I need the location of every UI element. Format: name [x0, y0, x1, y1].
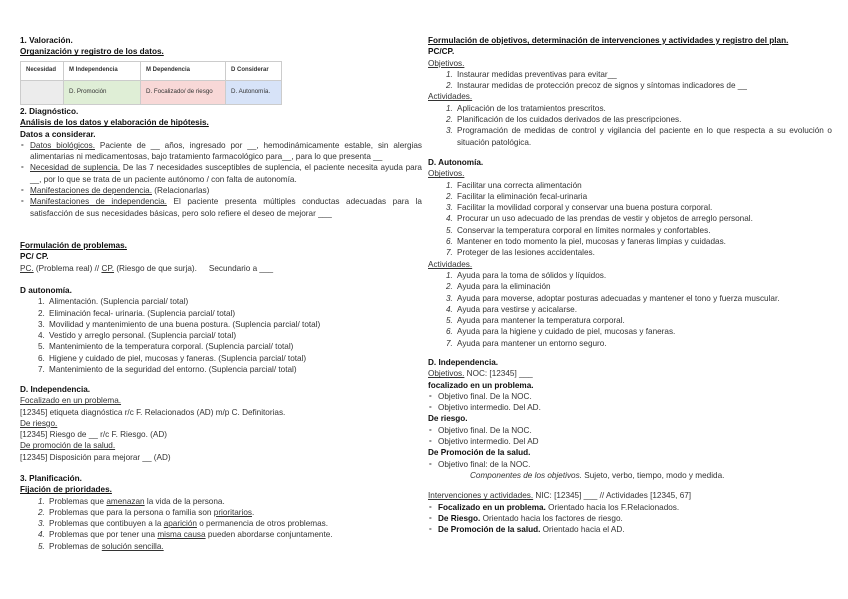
cp-label: CP.: [101, 263, 115, 273]
table-header: Necesidad: [21, 61, 64, 80]
item-text: Ayuda para mantener un entorno seguro.: [457, 338, 607, 348]
item-text: Problemas que: [49, 496, 107, 506]
autonomia-objetivos-section: [428, 157, 832, 349]
section-title: D. Autonomía.: [428, 158, 484, 167]
section-subtitle: Fijación de prioridades.: [20, 485, 112, 495]
item-text: Mantener en todo momento la piel, mucosas y faneras limpias y cuidadas.: [457, 237, 726, 247]
subheading: De riesgo.: [428, 414, 468, 424]
section-title: 1. Valoración.: [20, 36, 73, 45]
item-text: Facilitar una correcta alimentación: [457, 180, 582, 190]
list-item: 7. Proteger de las lesiones accidentales.: [446, 248, 595, 258]
subheading: De promoción de la salud.: [20, 441, 116, 451]
list-item: - Objetivo final. De la NOC.: [428, 425, 832, 436]
item-text: Orientado hacia los factores de riesgo.: [480, 513, 623, 523]
item-text: Instaurar medidas de protección precoz de signos y síntomas indicadores de __: [457, 81, 747, 91]
section-title: Formulación de objetivos, determinación de intervenciones y actividades y registro del plan.: [428, 36, 789, 45]
cp-text: (Riesgo de que surja).: [114, 263, 197, 273]
componentes-label: Componentes de los objetivos.: [470, 470, 582, 480]
list-item: 5. Mantenimiento de la temperatura corporal. (Suplencia parcial/ total): [38, 342, 294, 352]
list-item: 3. Problemas que contibuyen a la aparición o permanencia de otros problemas.: [38, 519, 329, 529]
objetivos-list: [428, 69, 832, 92]
item-text: Facilitar la movilidad corporal y conservar una buena postura corporal.: [457, 203, 713, 213]
list-item: [428, 502, 832, 513]
list-item: 5. Problemas de solución sencilla.: [38, 541, 164, 551]
subheading: Actividades.: [428, 259, 473, 269]
list-item: 1. Instaurar medidas preventivas para evitar__: [446, 69, 617, 79]
section-title: D. Independencia.: [20, 385, 91, 394]
item-text: Eliminación fecal- urinaria. (Suplencia parcial/ total): [49, 308, 236, 318]
item-text: Mantenimiento de la temperatura corporal. (Suplencia parcial/ total): [49, 342, 294, 352]
list-item: 1. Ayuda para la toma de sólidos y líquidos.: [446, 270, 607, 280]
subheading: De Promoción de la salud.: [428, 448, 531, 458]
needs-table: [20, 61, 282, 105]
text-line: [12345] Riesgo de __ r/c F. Riesgo. (AD): [20, 430, 167, 440]
item-text: El paciente presenta múltiples conductas adecuadas para la satisfacción de sus necesidades básicas, pero solo refiere el deseo de mejorar ___: [30, 197, 422, 218]
item-lead: Necesidad de suplencia.: [30, 163, 121, 173]
formulacion-problemas-section: [20, 240, 422, 274]
list-item: 1. Aplicación de los tratamientos prescritos.: [446, 103, 606, 113]
item-emphasis: misma causa: [157, 530, 206, 540]
item-text: Mantenimiento de la seguridad del entorno. (Suplencia parcial/ total): [49, 365, 297, 375]
item-text: Planificación de los cuidados derivados de las prescripciones.: [457, 115, 682, 125]
table-cell-promocion: D. Promoción: [64, 80, 141, 104]
item-text: Instaurar medidas preventivas para evitar__: [457, 69, 617, 79]
subheading: PC/CP.: [428, 47, 455, 57]
item-emphasis: aparición: [163, 519, 197, 529]
actividades-list: [428, 270, 832, 349]
item-text: Ayuda para la toma de sólidos y líquidos.: [457, 270, 607, 280]
item-text: Alimentación. (Suplencia parcial/ total): [49, 297, 189, 307]
section-title: D. Independencia.: [428, 358, 499, 367]
item-lead: Manifestaciones de dependencia.: [30, 186, 152, 196]
section-subtitle: Análisis de los datos y elaboración de hipótesis.: [20, 118, 209, 128]
item-text: Problemas que para la persona o familia son: [49, 507, 214, 517]
list-item: 3. Movilidad y mantenimiento de una buena postura. (Suplencia parcial/ total): [38, 319, 321, 329]
objetivos-label: Objetivos.: [428, 369, 465, 379]
table-header: M Dependencia: [141, 61, 226, 80]
table-header: D Considerar: [226, 61, 282, 80]
item-text: Orientado hacia los F.Relacionados.: [545, 502, 680, 512]
list-item: [20, 140, 422, 163]
independencia-objetivos-section: [428, 357, 832, 535]
item-text: Paciente de __ años, ingresado por __, hemodinámicamente estable, sin alergias alimentarias ni medicamentosas, bajo tratamiento farmacológico para__, para lo que presenta __: [30, 140, 422, 162]
autonomia-list: [20, 296, 422, 375]
section-subtitle: Organización y registro de los datos.: [20, 47, 164, 57]
list-item: 5. Conservar la temperatura corporal en límites normales y confortables.: [446, 225, 711, 235]
pc-cp-line: [20, 263, 422, 274]
list-item: 6. Ayuda para la higiene y cuidado de piel, mucosas y faneras.: [446, 327, 676, 337]
item-emphasis: solución sencilla.: [101, 541, 164, 551]
table-cell-autonomia: D. Autonomía.: [226, 80, 282, 104]
item-lead: De Riesgo.: [438, 513, 481, 523]
item-emphasis: prioritarios: [213, 507, 252, 517]
subheading: Actividades.: [428, 92, 473, 102]
list-item: 3. Ayuda para moverse, adoptar posturas adecuadas y mantener el tono y fuerza muscular.: [446, 293, 780, 303]
list-item: 4. Problemas que por tener una misma causa pueden abordarse conjuntamente.: [38, 530, 333, 540]
list-item: 7. Mantenimiento de la seguridad del entorno. (Suplencia parcial/ total): [38, 365, 297, 375]
nic-line: [428, 490, 832, 501]
secundario-text: Secundario a ___: [208, 263, 274, 273]
list-item: 4. Ayuda para vestirse y acicalarse.: [446, 304, 577, 314]
list-item: [20, 162, 422, 185]
list-item: 6. Mantener en todo momento la piel, mucosas y faneras limpias y cuidadas.: [446, 237, 726, 247]
list-item: 2. Problemas que para la persona o familia son prioritarios.: [38, 507, 255, 517]
list-item: 2. Eliminación fecal- urinaria. (Suplencia parcial/ total): [38, 308, 236, 318]
item-text: De las 7 necesidades susceptibles de suplencia, el paciente necesita ayuda para __, por lo que se trata de un paciente autónomo / con falta de autonomía.: [30, 163, 422, 184]
objetivos-list: [428, 180, 832, 259]
priorities-list: [20, 496, 422, 552]
item-text: Procurar un uso adecuado de las prendas de vestir y objetos de arreglo personal.: [457, 214, 753, 224]
text-line: [12345] Disposición para mejorar __ (AD): [20, 452, 171, 462]
list-item: 2. Ayuda para la eliminación: [446, 282, 551, 292]
list-item: 1. Facilitar una correcta alimentación: [446, 180, 582, 190]
list-item: 7. Ayuda para mantener un entorno seguro.: [446, 338, 607, 348]
subheading: De riesgo.: [20, 418, 58, 428]
item-text: Ayuda para la eliminación: [457, 282, 551, 292]
item-lead: De Promoción de la salud.: [438, 525, 541, 535]
section-title: Formulación de problemas.: [20, 241, 127, 250]
table-cell-focalizado: D. Focalizado/ de riesgo: [141, 80, 226, 104]
table-cell: [21, 80, 64, 104]
subheading: focalizado en un problema.: [428, 380, 534, 390]
item-text: Higiene y cuidado de piel, mucosas y faneras. (Suplencia parcial/ total): [49, 353, 307, 363]
list-item: 3. Programación de medidas de control y vigilancia del paciente en lo que respecta a su evolución o situación patológica.: [446, 126, 832, 147]
item-lead: Manifestaciones de independencia.: [30, 197, 167, 207]
list-item: - Objetivo intermedio. Del AD.: [428, 402, 832, 413]
planificacion-section: [20, 473, 422, 552]
list-item: 1. Alimentación. (Suplencia parcial/ total): [38, 297, 189, 307]
item-text: Problemas que contibuyen a la: [49, 519, 164, 529]
item-lead: Focalizado en un problema.: [438, 502, 546, 512]
formulacion-objetivos-section: [428, 35, 832, 148]
list-item: [428, 513, 832, 524]
componentes-line: [428, 470, 832, 481]
item-text: Movilidad y mantenimiento de una buena postura. (Suplencia parcial/ total): [49, 319, 321, 329]
list-item: 2. Facilitar la eliminación fecal-urinaria: [446, 191, 588, 201]
list-item: 5. Ayuda para mantener la temperatura corporal.: [446, 316, 625, 326]
item-text: Vestido y arreglo personal. (Suplencia parcial/ total): [49, 331, 237, 341]
section-title: D autonomía.: [20, 286, 72, 295]
item-text: Ayuda para la higiene y cuidado de piel, mucosas y faneras.: [457, 327, 676, 337]
item-text: pueden abordarse conjuntamente.: [205, 530, 333, 540]
section-title: 2. Diagnóstico.: [20, 107, 79, 116]
item-text: (Relacionarlas): [152, 186, 210, 196]
list-item: [428, 524, 832, 535]
item-text: Facilitar la eliminación fecal-urinaria: [457, 191, 588, 201]
item-text: Ayuda para moverse, adoptar posturas adecuadas y mantener el tono y fuerza muscular.: [457, 293, 780, 303]
independencia-section: [20, 384, 422, 463]
componentes-text: Sujeto, verbo, tiempo, modo y medida.: [581, 470, 725, 480]
list-item: [20, 196, 422, 219]
valoracion-section: [20, 35, 422, 107]
subheading: Focalizado en un problema.: [20, 396, 122, 406]
item-text: Conservar la temperatura corporal en límites normales y confortables.: [457, 225, 711, 235]
nic-text: NIC: [12345] ___ // Actividades [12345, 67]: [533, 491, 692, 501]
section-title: 3. Planificación.: [20, 474, 82, 483]
item-text: o permanencia de otros problemas.: [196, 519, 329, 529]
list-item: - Objetivo intermedio. Del AD: [428, 436, 832, 447]
text-line: [12345] etiqueta diagnóstica r/c F. Relacionados (AD) m/p C. Definitorias.: [20, 407, 286, 417]
item-emphasis: amenazan: [106, 496, 145, 506]
item-text: Proteger de las lesiones accidentales.: [457, 248, 595, 258]
subheading: Datos a considerar.: [20, 129, 96, 139]
item-text: la vida de la persona.: [144, 496, 225, 506]
table-header: M Independencia: [64, 61, 141, 80]
noc-line: [428, 368, 832, 379]
item-lead: Datos biológicos.: [30, 140, 95, 150]
intervenciones-label: Intervenciones y actividades.: [428, 491, 534, 501]
diagnostico-section: [20, 106, 422, 219]
autonomia-section: [20, 285, 422, 375]
pc-label: PC.: [20, 263, 34, 273]
list-item: - Objetivo final: de la NOC.: [428, 459, 832, 470]
list-item: 4. Procurar un uso adecuado de las prendas de vestir y objetos de arreglo personal.: [446, 214, 753, 224]
item-text: Orientado hacia el AD.: [540, 525, 625, 535]
pc-text: (Problema real) //: [33, 263, 102, 273]
list-item: 2. Planificación de los cuidados derivados de las prescripciones.: [446, 115, 682, 125]
list-item: 3. Facilitar la movilidad corporal y conservar una buena postura corporal.: [446, 203, 713, 213]
item-text: Ayuda para mantener la temperatura corporal.: [457, 316, 625, 326]
subheading: PC/ CP.: [20, 252, 49, 262]
item-text: Problemas que por tener una: [49, 530, 158, 540]
subheading: Objetivos.: [428, 58, 465, 68]
item-text: Programación de medidas de control y vigilancia del paciente en lo que respecta a su evolución o situación patológica.: [457, 126, 832, 147]
list-item: [20, 185, 422, 196]
item-text: Ayuda para vestirse y acicalarse.: [457, 304, 577, 314]
item-text: Aplicación de los tratamientos prescritos.: [457, 103, 606, 113]
item-text: .: [252, 507, 255, 517]
list-item: 2. Instaurar medidas de protección precoz de signos y síntomas indicadores de __: [446, 81, 747, 91]
list-item: 4. Vestido y arreglo personal. (Suplencia parcial/ total): [38, 331, 237, 341]
item-text: Problemas de: [49, 541, 102, 551]
noc-text: NOC: [12345] ___: [464, 369, 533, 379]
list-item: - Objetivo final. De la NOC.: [428, 391, 832, 402]
actividades-list: [428, 103, 832, 148]
list-item: 1. Problemas que amenazan la vida de la persona.: [38, 496, 225, 506]
list-item: 6. Higiene y cuidado de piel, mucosas y faneras. (Suplencia parcial/ total): [38, 353, 307, 363]
subheading: Objetivos.: [428, 169, 465, 179]
